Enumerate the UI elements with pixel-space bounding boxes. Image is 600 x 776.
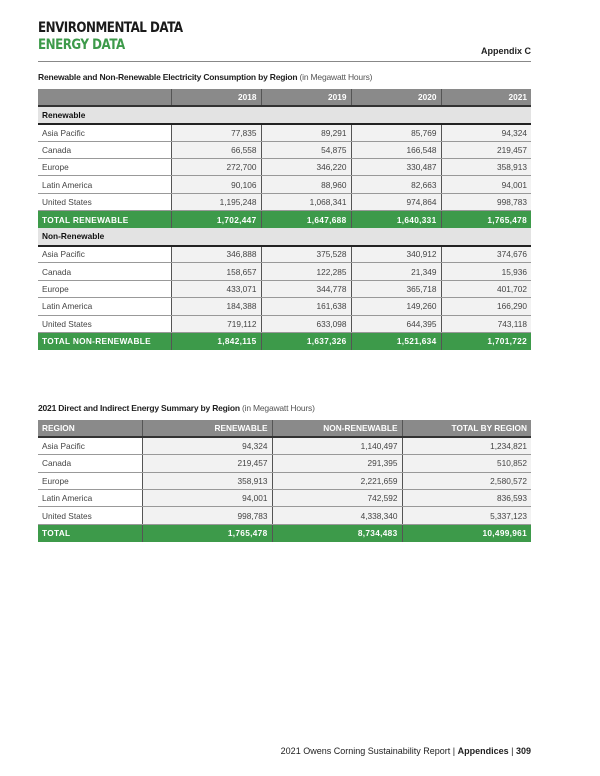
- table-cell: 375,528: [261, 246, 351, 263]
- table-cell: 94,001: [142, 490, 272, 507]
- table-cell: 161,638: [261, 298, 351, 315]
- table-cell: 94,324: [142, 437, 272, 454]
- table-cell: 8,734,483: [272, 524, 402, 541]
- table2-title: 2021 Direct and Indirect Energy Summary by Region: [38, 403, 240, 413]
- table-cell: Latin America: [38, 176, 171, 193]
- section-subtitle: ENERGY DATA: [38, 37, 125, 53]
- header-divider: [38, 61, 531, 62]
- table-cell: 358,913: [441, 159, 531, 176]
- table-cell: 15,936: [441, 263, 531, 280]
- table-cell: 633,098: [261, 315, 351, 332]
- table-cell: 743,118: [441, 315, 531, 332]
- table-cell: 344,778: [261, 280, 351, 297]
- table-cell: 1,068,341: [261, 193, 351, 210]
- table-cell: 974,864: [351, 193, 441, 210]
- table-cell: 346,888: [171, 246, 261, 263]
- table-row: [38, 472, 531, 489]
- table-row: [38, 280, 531, 297]
- table-header-row: [38, 89, 531, 106]
- table1-units: (in Megawatt Hours): [299, 72, 373, 82]
- table-cell: 742,592: [272, 490, 402, 507]
- table-cell: Latin America: [38, 490, 142, 507]
- table-cell: 5,337,123: [402, 507, 531, 524]
- table-cell: TOTAL: [38, 524, 142, 541]
- table-cell: 1,842,115: [171, 332, 261, 349]
- table-cell: 1,765,478: [441, 211, 531, 228]
- table-cell: Europe: [38, 159, 171, 176]
- table-cell: 510,852: [402, 455, 531, 472]
- table-cell: 166,290: [441, 298, 531, 315]
- table-cell: Canada: [38, 455, 142, 472]
- table-cell: 1,701,722: [441, 332, 531, 349]
- table-row: [38, 490, 531, 507]
- table-row: [38, 141, 531, 158]
- table-cell: TOTAL RENEWABLE: [38, 211, 171, 228]
- table-cell: Asia Pacific: [38, 246, 171, 263]
- table-cell: 1,521,634: [351, 332, 441, 349]
- table-row: [38, 437, 531, 454]
- table-cell: 77,835: [171, 124, 261, 141]
- table-cell: 10,499,961: [402, 524, 531, 541]
- table-cell: TOTAL NON-RENEWABLE: [38, 332, 171, 349]
- energy-summary-table: [38, 420, 531, 542]
- table-cell: 4,338,340: [272, 507, 402, 524]
- table-cell: 358,913: [142, 472, 272, 489]
- table1-caption: [38, 72, 372, 82]
- table-cell: 66,558: [171, 141, 261, 158]
- table-row: [38, 315, 531, 332]
- table-cell: 184,388: [171, 298, 261, 315]
- table-cell: 90,106: [171, 176, 261, 193]
- table-cell: 365,718: [351, 280, 441, 297]
- table-cell: Canada: [38, 263, 171, 280]
- table-cell: 998,783: [142, 507, 272, 524]
- table-cell: NON-RENEWABLE: [272, 420, 402, 437]
- table-cell: 85,769: [351, 124, 441, 141]
- table-cell: 82,663: [351, 176, 441, 193]
- table-cell: 2021: [441, 89, 531, 106]
- total-row: [38, 524, 531, 541]
- table-cell: 89,291: [261, 124, 351, 141]
- table-cell: 1,702,447: [171, 211, 261, 228]
- table-cell: 94,001: [441, 176, 531, 193]
- table-row: [38, 124, 531, 141]
- table-cell: 374,676: [441, 246, 531, 263]
- table-cell: 836,593: [402, 490, 531, 507]
- table-row: [38, 298, 531, 315]
- table1-title: Renewable and Non-Renewable Electricity Consumption by Region: [38, 72, 298, 82]
- table-row: [38, 176, 531, 193]
- total-row: [38, 332, 531, 349]
- table-cell: 158,657: [171, 263, 261, 280]
- table-cell: 219,457: [142, 455, 272, 472]
- footer-section: Appendices: [457, 746, 509, 756]
- table-cell: 1,195,248: [171, 193, 261, 210]
- table-cell: 88,960: [261, 176, 351, 193]
- table-cell: REGION: [38, 420, 142, 437]
- footer-separator: |: [508, 746, 516, 756]
- page-footer: [281, 746, 531, 756]
- table-cell: TOTAL BY REGION: [402, 420, 531, 437]
- table-cell: 272,700: [171, 159, 261, 176]
- table-row: [38, 263, 531, 280]
- electricity-consumption-table: [38, 89, 531, 350]
- table-cell: 644,395: [351, 315, 441, 332]
- table-cell: [38, 89, 171, 106]
- table-cell: 219,457: [441, 141, 531, 158]
- table-cell: 166,548: [351, 141, 441, 158]
- table-cell: 54,875: [261, 141, 351, 158]
- table-row: [38, 193, 531, 210]
- appendix-label: Appendix C: [480, 46, 531, 56]
- table-cell: 1,765,478: [142, 524, 272, 541]
- report-name: 2021 Owens Corning Sustainability Report |: [280, 746, 458, 756]
- section-title: ENVIRONMENTAL DATA: [38, 20, 183, 36]
- table-header-row: [38, 420, 531, 437]
- table-cell: 346,220: [261, 159, 351, 176]
- table-cell: 1,140,497: [272, 437, 402, 454]
- table-cell: 401,702: [441, 280, 531, 297]
- table-cell: RENEWABLE: [142, 420, 272, 437]
- table-cell: Canada: [38, 141, 171, 158]
- table-cell: 1,647,688: [261, 211, 351, 228]
- table-cell: 2019: [261, 89, 351, 106]
- table-cell: United States: [38, 315, 171, 332]
- table-row: [38, 455, 531, 472]
- table-cell: United States: [38, 507, 142, 524]
- table-cell: 21,349: [351, 263, 441, 280]
- table-cell: Europe: [38, 472, 142, 489]
- table-cell: 1,637,326: [261, 332, 351, 349]
- table-row: [38, 159, 531, 176]
- table-cell: 2018: [171, 89, 261, 106]
- table-cell: Europe: [38, 280, 171, 297]
- table-row: [38, 507, 531, 524]
- table-cell: 433,071: [171, 280, 261, 297]
- table-cell: Asia Pacific: [38, 124, 171, 141]
- table-cell: 998,783: [441, 193, 531, 210]
- table-cell: 2,221,659: [272, 472, 402, 489]
- table-row: [38, 246, 531, 263]
- table-cell: 94,324: [441, 124, 531, 141]
- table-cell: 1,234,821: [402, 437, 531, 454]
- table-cell: 719,112: [171, 315, 261, 332]
- total-row: [38, 211, 531, 228]
- section-header-row: [38, 106, 531, 123]
- table2-units: (in Megawatt Hours): [242, 403, 315, 413]
- table-cell: Latin America: [38, 298, 171, 315]
- section-header-row: [38, 228, 531, 245]
- page-number: 309: [515, 746, 531, 756]
- table-cell: 149,260: [351, 298, 441, 315]
- table-cell: 2,580,572: [402, 472, 531, 489]
- table-cell: 122,285: [261, 263, 351, 280]
- table-cell: Non-Renewable: [38, 228, 531, 245]
- table-cell: United States: [38, 193, 171, 210]
- table-cell: 330,487: [351, 159, 441, 176]
- table-cell: 2020: [351, 89, 441, 106]
- table-cell: Renewable: [38, 106, 531, 123]
- table-cell: Asia Pacific: [38, 437, 142, 454]
- table-cell: 291,395: [272, 455, 402, 472]
- table-cell: 340,912: [351, 246, 441, 263]
- table2-caption: [38, 403, 315, 413]
- table-cell: 1,640,331: [351, 211, 441, 228]
